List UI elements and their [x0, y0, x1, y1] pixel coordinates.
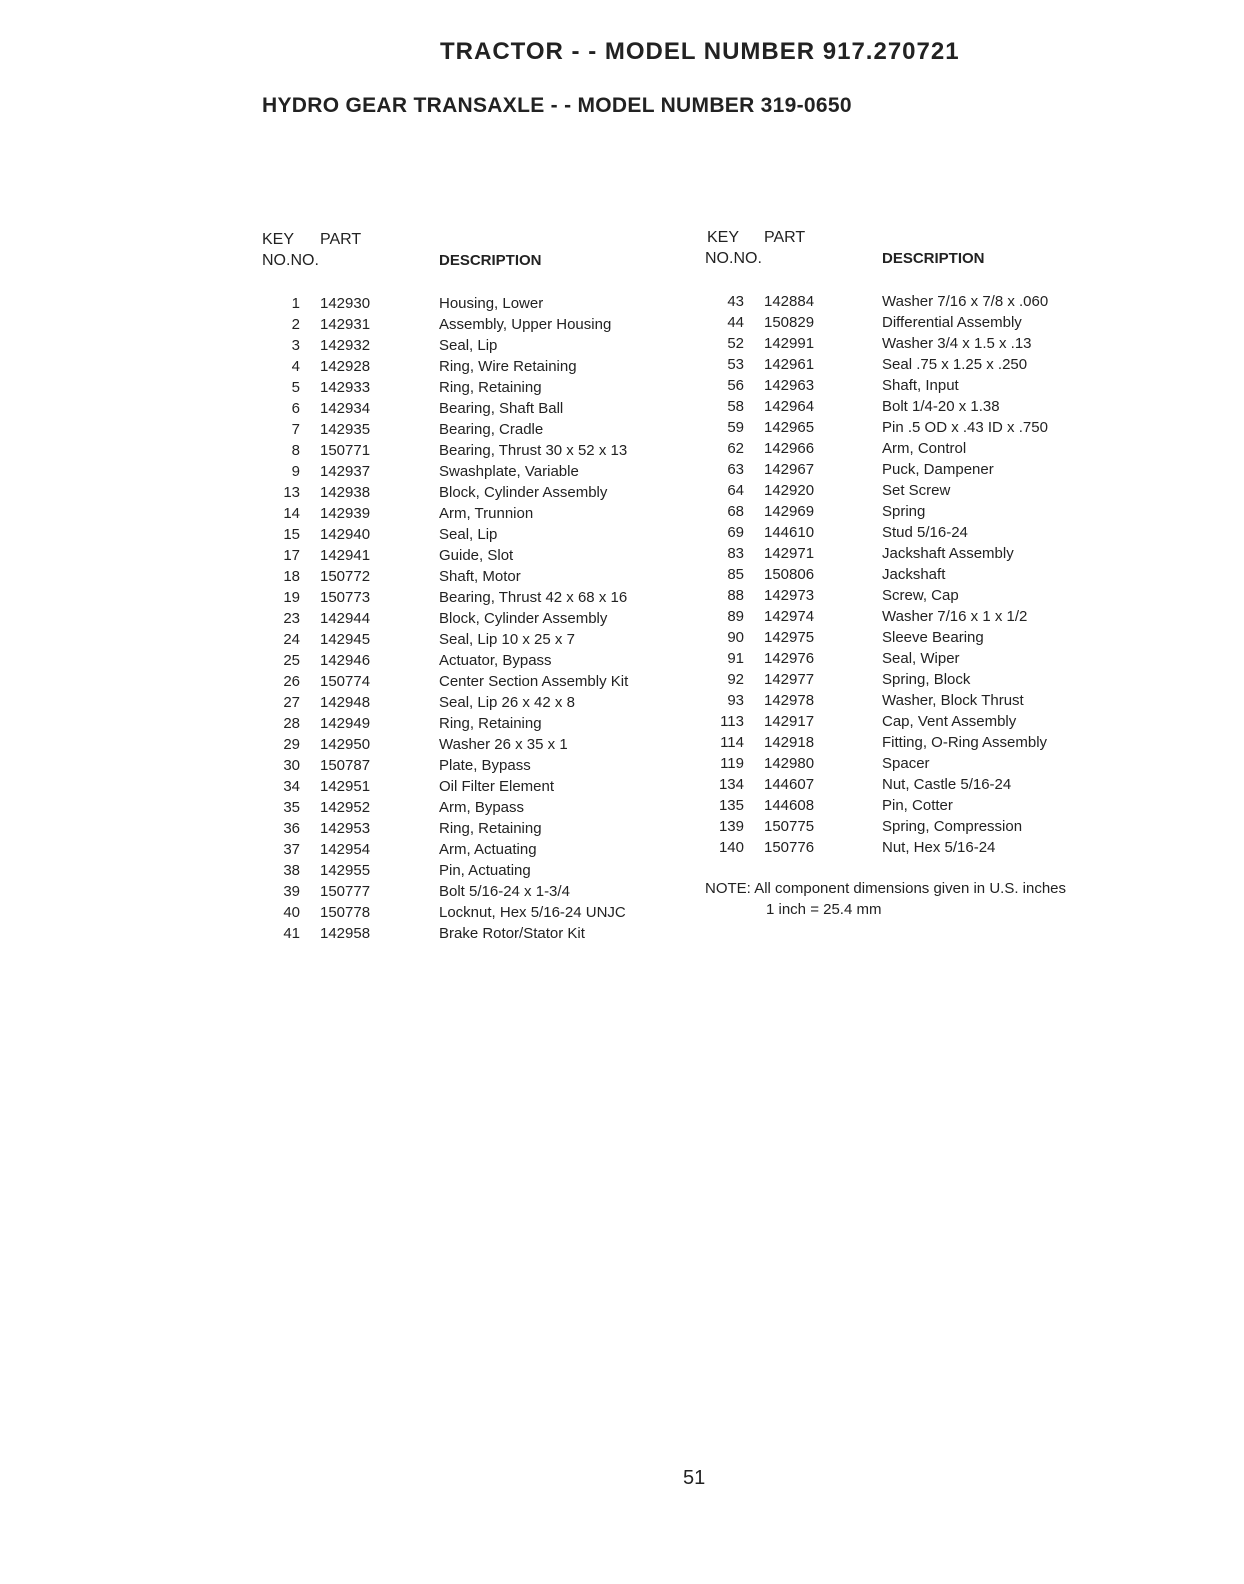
part-number: 142975 [764, 629, 815, 646]
note-label: NOTE: [705, 880, 751, 897]
part-description: Washer, Block Thrust [882, 692, 1024, 709]
part-description: Arm, Actuating [439, 841, 537, 858]
key-number: 27 [283, 694, 300, 711]
part-description: Ring, Retaining [439, 820, 542, 837]
part-description: Oil Filter Element [439, 778, 555, 795]
part-number: 142973 [764, 587, 815, 604]
part-description: Fitting, O-Ring Assembly [882, 734, 1048, 751]
part-description: Arm, Trunnion [439, 505, 534, 522]
key-number: 15 [283, 526, 300, 543]
part-number: 142931 [320, 316, 371, 333]
part-description: Arm, Control [882, 440, 967, 457]
part-number: 142917 [764, 713, 815, 730]
part-number: 142934 [320, 400, 371, 417]
right-part-header: PART [764, 229, 806, 246]
part-number: 142935 [320, 421, 371, 438]
part-description: Spring, Compression [882, 818, 1023, 835]
note-line2: 1 inch = 25.4 mm [766, 901, 882, 918]
key-number: 25 [283, 652, 300, 669]
key-number: 52 [727, 335, 744, 352]
part-description: Puck, Dampener [882, 461, 994, 478]
part-description: Screw, Cap [882, 587, 959, 604]
key-number: 83 [727, 545, 744, 562]
key-number: 17 [283, 547, 300, 564]
part-number: 142946 [320, 652, 371, 669]
key-number: 3 [291, 337, 300, 354]
key-number: 37 [283, 841, 300, 858]
part-number: 142937 [320, 463, 371, 480]
part-number: 142965 [764, 419, 815, 436]
part-description: Jackshaft [882, 566, 946, 583]
key-number: 92 [727, 671, 744, 688]
part-number: 142967 [764, 461, 815, 478]
part-description: Pin, Cotter [882, 797, 953, 814]
part-description: Spring [882, 503, 926, 520]
part-description: Stud 5/16-24 [882, 524, 968, 541]
part-number: 150829 [764, 314, 815, 331]
key-number: 88 [727, 587, 744, 604]
part-number: 142945 [320, 631, 371, 648]
part-number: 142949 [320, 715, 371, 732]
part-description: Block, Cylinder Assembly [439, 610, 608, 627]
key-number: 34 [283, 778, 300, 795]
part-number: 142980 [764, 755, 815, 772]
part-description: Spacer [882, 755, 930, 772]
part-number: 142977 [764, 671, 815, 688]
part-description: Differential Assembly [882, 314, 1022, 331]
key-number: 43 [727, 293, 744, 310]
part-number: 150775 [764, 818, 815, 835]
key-number: 7 [291, 421, 300, 438]
part-description: Center Section Assembly Kit [439, 673, 629, 690]
part-description: Bearing, Thrust 42 x 68 x 16 [439, 589, 628, 606]
key-number: 62 [727, 440, 744, 457]
key-number: 6 [291, 400, 300, 417]
part-number: 142948 [320, 694, 371, 711]
key-number: 68 [727, 503, 744, 520]
part-number: 142920 [764, 482, 815, 499]
part-number: 142954 [320, 841, 371, 858]
part-description: Set Screw [882, 482, 951, 499]
part-number: 142955 [320, 862, 371, 879]
part-number: 150773 [320, 589, 371, 606]
cut-off-top-title-text: TRACTOR - - MODEL NUMBER 917.270721 [440, 38, 960, 65]
key-number: 13 [283, 484, 300, 501]
part-number: 150787 [320, 757, 371, 774]
key-number: 2 [291, 316, 300, 333]
part-description: Brake Rotor/Stator Kit [439, 925, 585, 942]
part-number: 142932 [320, 337, 371, 354]
part-number: 142939 [320, 505, 371, 522]
part-number: 150806 [764, 566, 815, 583]
part-number: 142961 [764, 356, 815, 373]
left-key-header: KEY [262, 231, 295, 248]
right-no-header: NO.NO. [705, 250, 762, 267]
part-description: Bolt 5/16-24 x 1-3/4 [439, 883, 570, 900]
part-description: Seal, Lip 10 x 25 x 7 [439, 631, 575, 648]
part-number: 142933 [320, 379, 371, 396]
part-description: Seal .75 x 1.25 x .250 [882, 356, 1028, 373]
part-description: Sleeve Bearing [882, 629, 984, 646]
part-description: Washer 7/16 x 1 x 1/2 [882, 608, 1028, 625]
left-part-header: PART [320, 231, 362, 248]
part-description: Washer 7/16 x 7/8 x .060 [882, 293, 1049, 310]
left-description-header: DESCRIPTION [439, 252, 542, 269]
key-number: 14 [283, 505, 300, 522]
key-number: 90 [727, 629, 744, 646]
part-number: 142958 [320, 925, 371, 942]
key-number: 93 [727, 692, 744, 709]
key-number: 134 [718, 776, 744, 793]
key-number: 64 [727, 482, 744, 499]
key-number: 44 [727, 314, 744, 331]
part-description: Plate, Bypass [439, 757, 531, 774]
key-number: 4 [291, 358, 300, 375]
part-number: 142963 [764, 377, 815, 394]
key-number: 35 [283, 799, 300, 816]
part-number: 150777 [320, 883, 371, 900]
part-description: Ring, Retaining [439, 379, 542, 396]
part-description: Jackshaft Assembly [882, 545, 1014, 562]
key-number: 30 [283, 757, 300, 774]
right-description-header: DESCRIPTION [882, 250, 985, 267]
key-number: 19 [283, 589, 300, 606]
part-description: Bearing, Shaft Ball [439, 400, 564, 417]
key-number: 24 [283, 631, 300, 648]
part-number: 142930 [320, 295, 371, 312]
part-description: Cap, Vent Assembly [882, 713, 1017, 730]
part-description: Assembly, Upper Housing [439, 316, 612, 333]
part-description: Spring, Block [882, 671, 971, 688]
part-description: Housing, Lower [439, 295, 544, 312]
part-description: Actuator, Bypass [439, 652, 552, 669]
part-description: Locknut, Hex 5/16-24 UNJC [439, 904, 626, 921]
part-description: Bolt 1/4-20 x 1.38 [882, 398, 1000, 415]
part-description: Bearing, Cradle [439, 421, 544, 438]
part-number: 142952 [320, 799, 371, 816]
part-number: 142884 [764, 293, 815, 310]
part-description: Nut, Castle 5/16-24 [882, 776, 1012, 793]
key-number: 63 [727, 461, 744, 478]
part-number: 142944 [320, 610, 371, 627]
note-line1: All component dimensions given in U.S. inches [754, 880, 1067, 897]
part-description: Pin, Actuating [439, 862, 531, 879]
part-number: 142928 [320, 358, 371, 375]
key-number: 114 [720, 734, 744, 751]
key-number: 29 [283, 736, 300, 753]
part-number: 142991 [764, 335, 815, 352]
part-number: 142940 [320, 526, 371, 543]
cut-off-top-title [440, 38, 960, 74]
note [705, 878, 1066, 920]
part-description: Seal, Lip 26 x 42 x 8 [439, 694, 575, 711]
part-description: Ring, Retaining [439, 715, 542, 732]
key-number: 139 [718, 818, 744, 835]
key-number: 40 [283, 904, 300, 921]
key-number: 69 [727, 524, 744, 541]
part-number: 150776 [764, 839, 815, 856]
key-number: 91 [727, 650, 744, 667]
part-description: Shaft, Input [882, 377, 959, 394]
key-number: 59 [727, 419, 744, 436]
key-number: 36 [283, 820, 300, 837]
key-number: 119 [720, 755, 744, 772]
part-description: Ring, Wire Retaining [439, 358, 577, 375]
key-number: 113 [720, 713, 744, 730]
part-number: 142966 [764, 440, 815, 457]
part-number: 142974 [764, 608, 815, 625]
part-number: 142953 [320, 820, 371, 837]
key-number: 135 [718, 797, 744, 814]
key-number: 140 [718, 839, 744, 856]
part-number: 150772 [320, 568, 371, 585]
part-description: Washer 3/4 x 1.5 x .13 [882, 335, 1032, 352]
key-number: 28 [283, 715, 300, 732]
part-number: 142951 [320, 778, 371, 795]
part-description: Washer 26 x 35 x 1 [439, 736, 568, 753]
key-number: 39 [283, 883, 300, 900]
part-description: Seal, Lip [439, 337, 498, 354]
part-number: 150778 [320, 904, 371, 921]
part-number: 144610 [764, 524, 815, 541]
part-number: 142978 [764, 692, 815, 709]
part-description: Block, Cylinder Assembly [439, 484, 608, 501]
key-number: 5 [291, 379, 300, 396]
key-number: 85 [727, 566, 744, 583]
key-number: 89 [727, 608, 744, 625]
key-number: 26 [283, 673, 300, 690]
part-description: Swashplate, Variable [439, 463, 579, 480]
part-number: 150774 [320, 673, 371, 690]
part-description: Arm, Bypass [439, 799, 525, 816]
part-description: Shaft, Motor [439, 568, 521, 585]
right-key-header: KEY [707, 229, 740, 246]
part-number: 144608 [764, 797, 815, 814]
part-number: 144607 [764, 776, 815, 793]
key-number: 8 [291, 442, 300, 459]
part-description: Pin .5 OD x .43 ID x .750 [882, 419, 1048, 436]
part-number: 142918 [764, 734, 815, 751]
key-number: 53 [727, 356, 744, 373]
part-description: Nut, Hex 5/16-24 [882, 839, 996, 856]
part-number: 142938 [320, 484, 371, 501]
part-description: Seal, Lip [439, 526, 498, 543]
left-no-header: NO.NO. [262, 252, 319, 269]
page-title: HYDRO GEAR TRANSAXLE - - MODEL NUMBER 319-0650 [262, 94, 852, 117]
key-number: 58 [727, 398, 744, 415]
part-number: 142976 [764, 650, 815, 667]
page-number: 51 [683, 1467, 706, 1489]
part-number: 142941 [320, 547, 371, 564]
key-number: 56 [727, 377, 744, 394]
key-number: 23 [283, 610, 300, 627]
part-number: 142964 [764, 398, 815, 415]
key-number: 18 [283, 568, 300, 585]
part-description: Bearing, Thrust 30 x 52 x 13 [439, 442, 628, 459]
key-number: 41 [283, 925, 300, 942]
key-number: 38 [283, 862, 300, 879]
part-number: 142971 [764, 545, 815, 562]
part-number: 142950 [320, 736, 371, 753]
key-number: 1 [291, 295, 300, 312]
part-description: Seal, Wiper [882, 650, 960, 667]
part-number: 142969 [764, 503, 815, 520]
key-number: 9 [291, 463, 300, 480]
part-description: Guide, Slot [439, 547, 514, 564]
part-number: 150771 [320, 442, 371, 459]
